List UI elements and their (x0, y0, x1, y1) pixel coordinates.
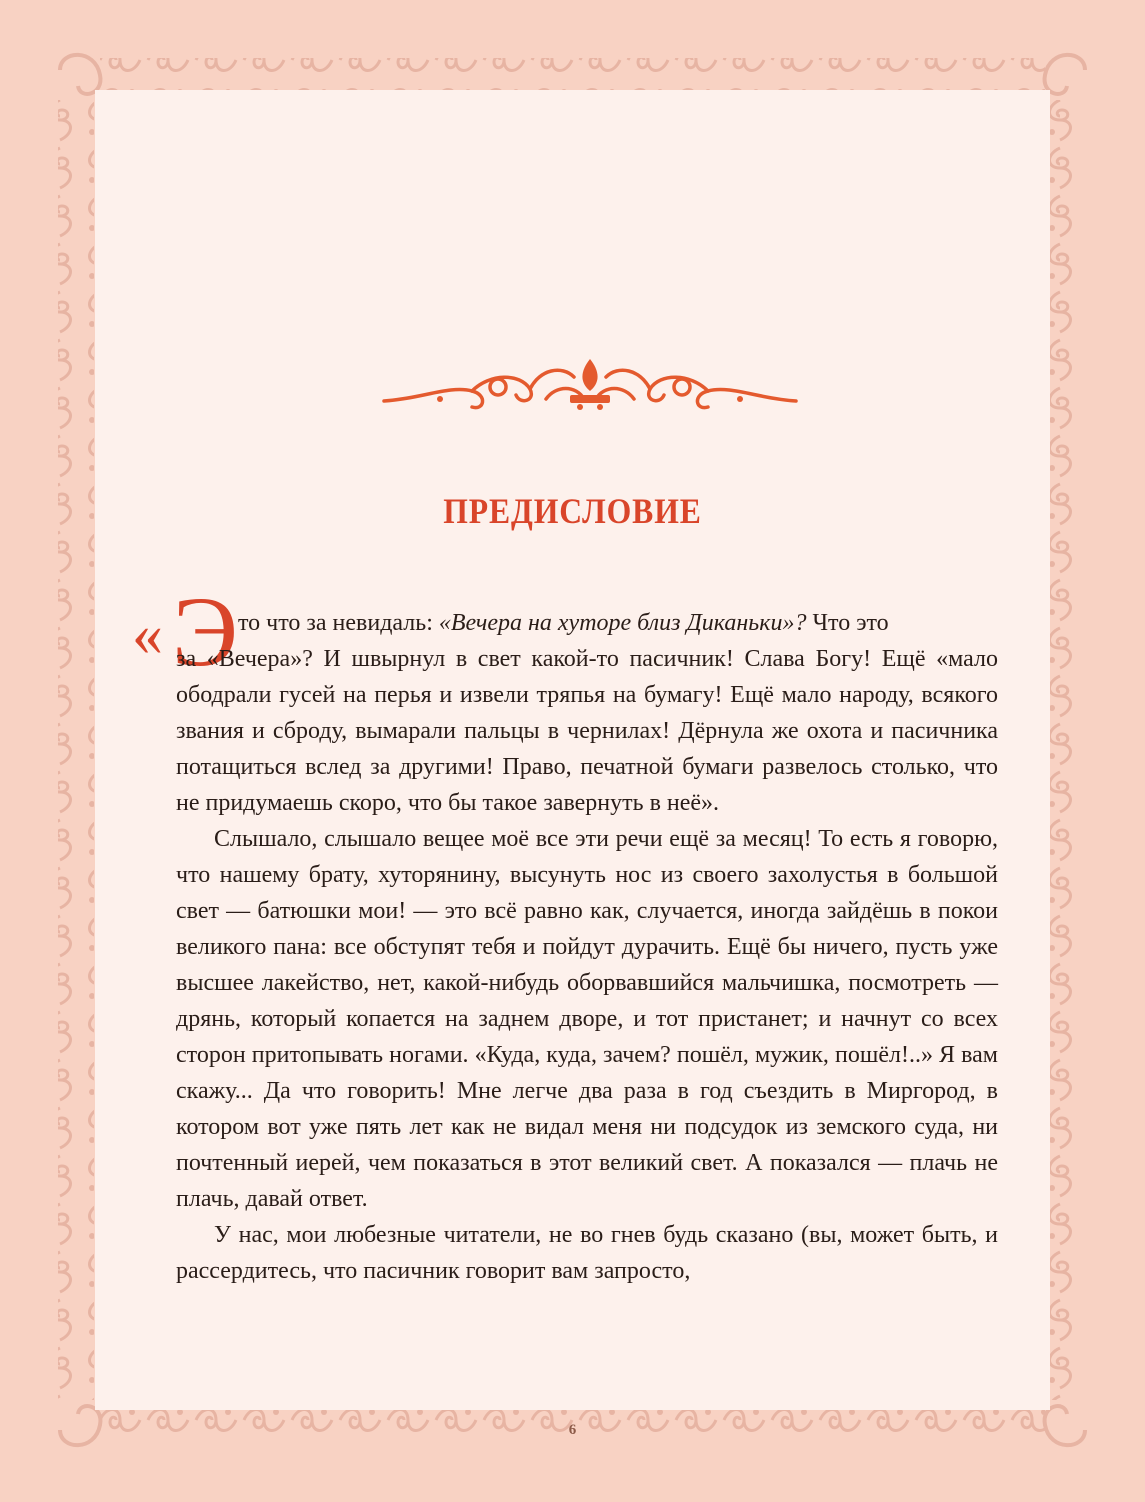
paragraph-1-first-line (176, 605, 998, 641)
dropcap-letter: Э (172, 576, 239, 687)
body-text (176, 605, 998, 1289)
floral-scroll-divider-icon (380, 355, 800, 415)
paragraph-3: У нас, мои любезные читатели, не во гнев будь сказано (вы, может быть, и рассердитесь, что пасичник говорит вам запросто, (176, 1222, 998, 1284)
paragraph-1-line1-end: Что это (806, 610, 889, 636)
page-title: ПРЕДИСЛОВИЕ (443, 491, 702, 531)
dropcap-quote: « (132, 601, 163, 669)
page-number: 6 (568, 1422, 577, 1438)
paragraph-2: Слышало, слышало вещее моё все эти речи ещё за месяц! То есть я говорю, что нашему брату, хуторянину, высунуть нос из своего захолустья в большой свет — батюшки мои! — это всё равно как, случается, иногда зайдёшь в покои великого пана: все обступят тебя и пойдут дурачить. Ещё бы ничего, пусть уже высшее лакейство, нет, какой-нибудь оборвавшийся мальчишка, посмотреть — дрянь, который копается на заднем дворе, и тот пристанет; и начнут со всех сторон притопывать ногами. «Куда, куда, зачем? пошёл, мужик, пошёл!..» Я вам скажу... Да что говорить! Мне легче два раза в год съездить в Миргород, в котором вот уже пять лет как не видал меня ни подсудок из земского суда, ни почтенный иерей, чем показаться в этот великий свет. А показался — плачь не плачь, давай ответ. (176, 826, 998, 1212)
paragraph-1-rest: за «Вечера»? И швырнул в свет какой-то пасичник! Слава Богу! Ещё «мало ободрали гусей на перья и извели тряпья на бумагу! Ещё мало народу, всякого звания и сброду, вымарали пальцы в чернилах! Дёрнула же охота и пасичника потащиться вслед за другими! Право, печатной бумаги развелось столько, что не придумаешь скоро, что бы такое завернуть в неё». (176, 646, 998, 816)
paragraph-1-start: то что за невидаль: (238, 610, 439, 636)
book-title-quote: «Вечера на хуторе близ Диканьки»? (438, 610, 807, 636)
